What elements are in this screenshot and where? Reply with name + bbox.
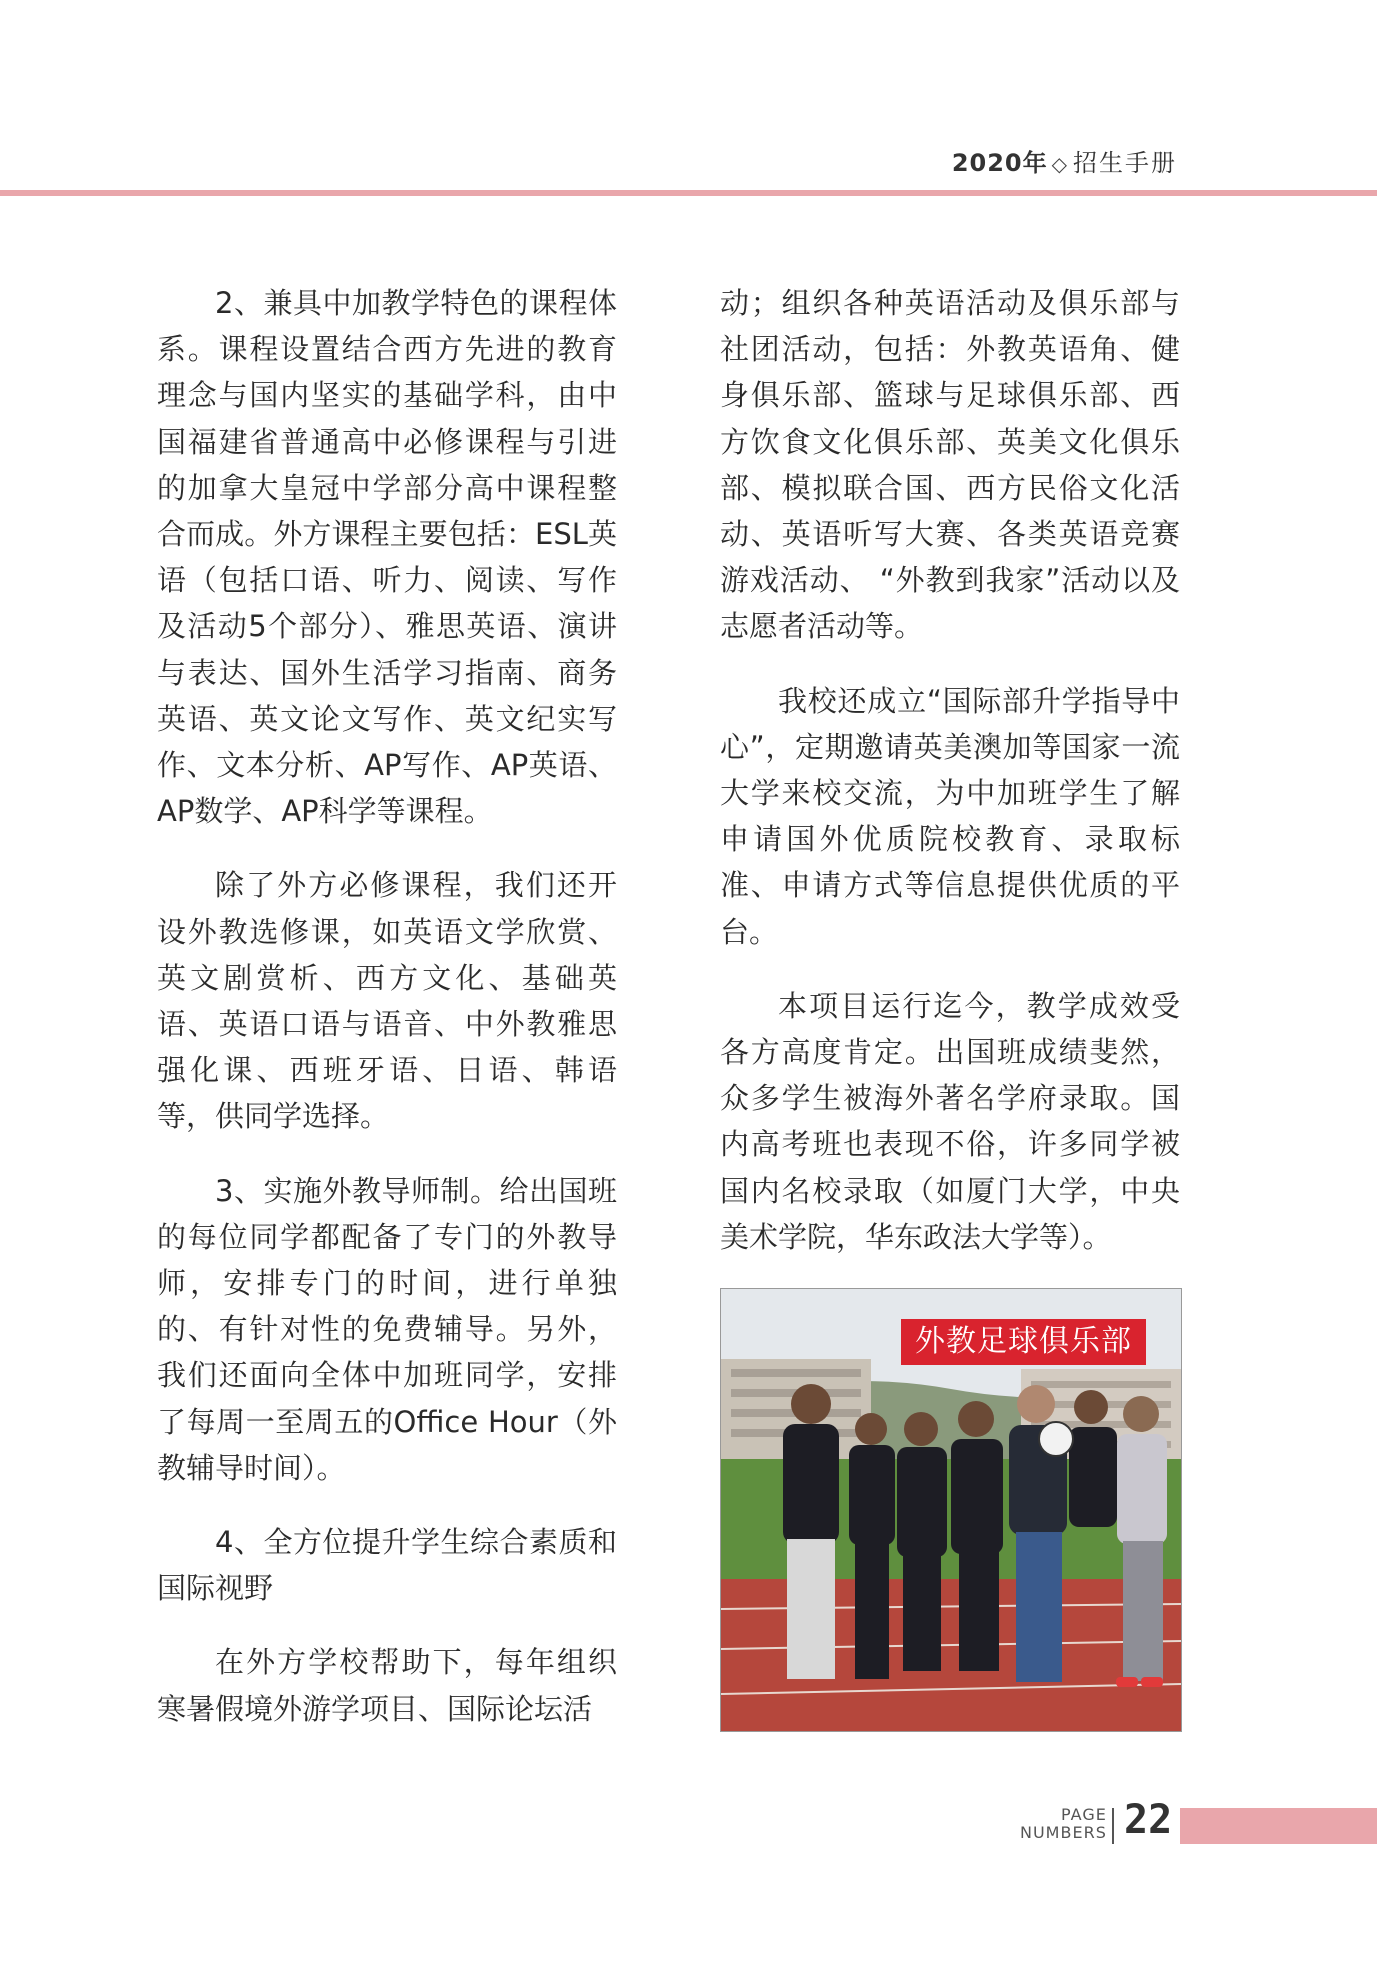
- paragraph: 本项目运行迄今，教学成效受各方高度肯定。出国班成绩斐然，众多学生被海外著名学府录取。国内高考班也表现不俗，许多同学被国内名校录取（如厦门大学，中央美术学院，华东政法大学等）。: [720, 988, 1180, 1254]
- header-brochure-title: 招生手册: [1073, 149, 1177, 177]
- football-club-photo: [720, 1288, 1182, 1732]
- paragraph: 2、兼具中加教学特色的课程体系。课程设置结合西方先进的教育理念与国内坚实的基础学科，由中国福建省普通高中必修课程与引进的加拿大皇冠中学部分高中课程整合而成。外方课程主要包括：ESL英语（包括口语、听力、阅读、写作及活动5个部分）、雅思英语、演讲与表达、国外生活学习指南、商务英语、英文论文写作、英文纪实写作、文本分析、AP写作、AP英语、AP数学、AP科学等课程。: [157, 286, 617, 829]
- left-column: [157, 280, 617, 1760]
- page-number-divider: [1112, 1808, 1114, 1844]
- footer-accent-bar: [1180, 1808, 1377, 1844]
- diamond-icon: ◇: [1051, 152, 1069, 176]
- page-number: 22: [1124, 1797, 1173, 1843]
- paragraph: 我校还成立“国际部升学指导中心”，定期邀请英美澳加等国家一流大学来校交流，为中加班学生了解申请国外优质院校教育、录取标准、申请方式等信息提供优质的平台。: [720, 683, 1180, 949]
- header-year: 2020年: [951, 149, 1048, 177]
- paragraph: 动；组织各种英语活动及俱乐部与社团活动，包括：外教英语角、健身俱乐部、篮球与足球俱乐部、西方饮食文化俱乐部、英美文化俱乐部、模拟联合国、西方民俗文化活动、英语听写大赛、各类英语竞赛游戏活动、 “外教到我家”活动以及志愿者活动等。: [720, 286, 1180, 644]
- page-numbers-label: [1020, 1806, 1107, 1842]
- header-title: [952, 143, 1177, 178]
- page-label-line1: PAGE: [1061, 1805, 1107, 1824]
- page-label-line2: NUMBERS: [1020, 1823, 1107, 1842]
- right-column: [720, 280, 1180, 1288]
- paragraph: 除了外方必修课程，我们还开设外教选修课，如英语文学欣赏、英文剧赏析、西方文化、基础英语、英语口语与语音、中外教雅思强化课、西班牙语、日语、韩语等，供同学选择。: [157, 868, 617, 1134]
- paragraph: 4、全方位提升学生综合素质和国际视野: [157, 1525, 617, 1606]
- paragraph: 在外方学校帮助下，每年组织寒暑假境外游学项目、国际论坛活: [157, 1645, 617, 1726]
- paragraph: 3、实施外教导师制。给出国班的每位同学都配备了专门的外教导师，安排专门的时间，进行单独的、有针对性的免费辅导。另外，我们还面向全体中加班同学，安排了每周一至周五的Office Hour（外教辅导时间）。: [157, 1173, 617, 1485]
- photo-caption-label: 外教足球俱乐部: [901, 1319, 1146, 1365]
- header-divider: [0, 190, 1377, 196]
